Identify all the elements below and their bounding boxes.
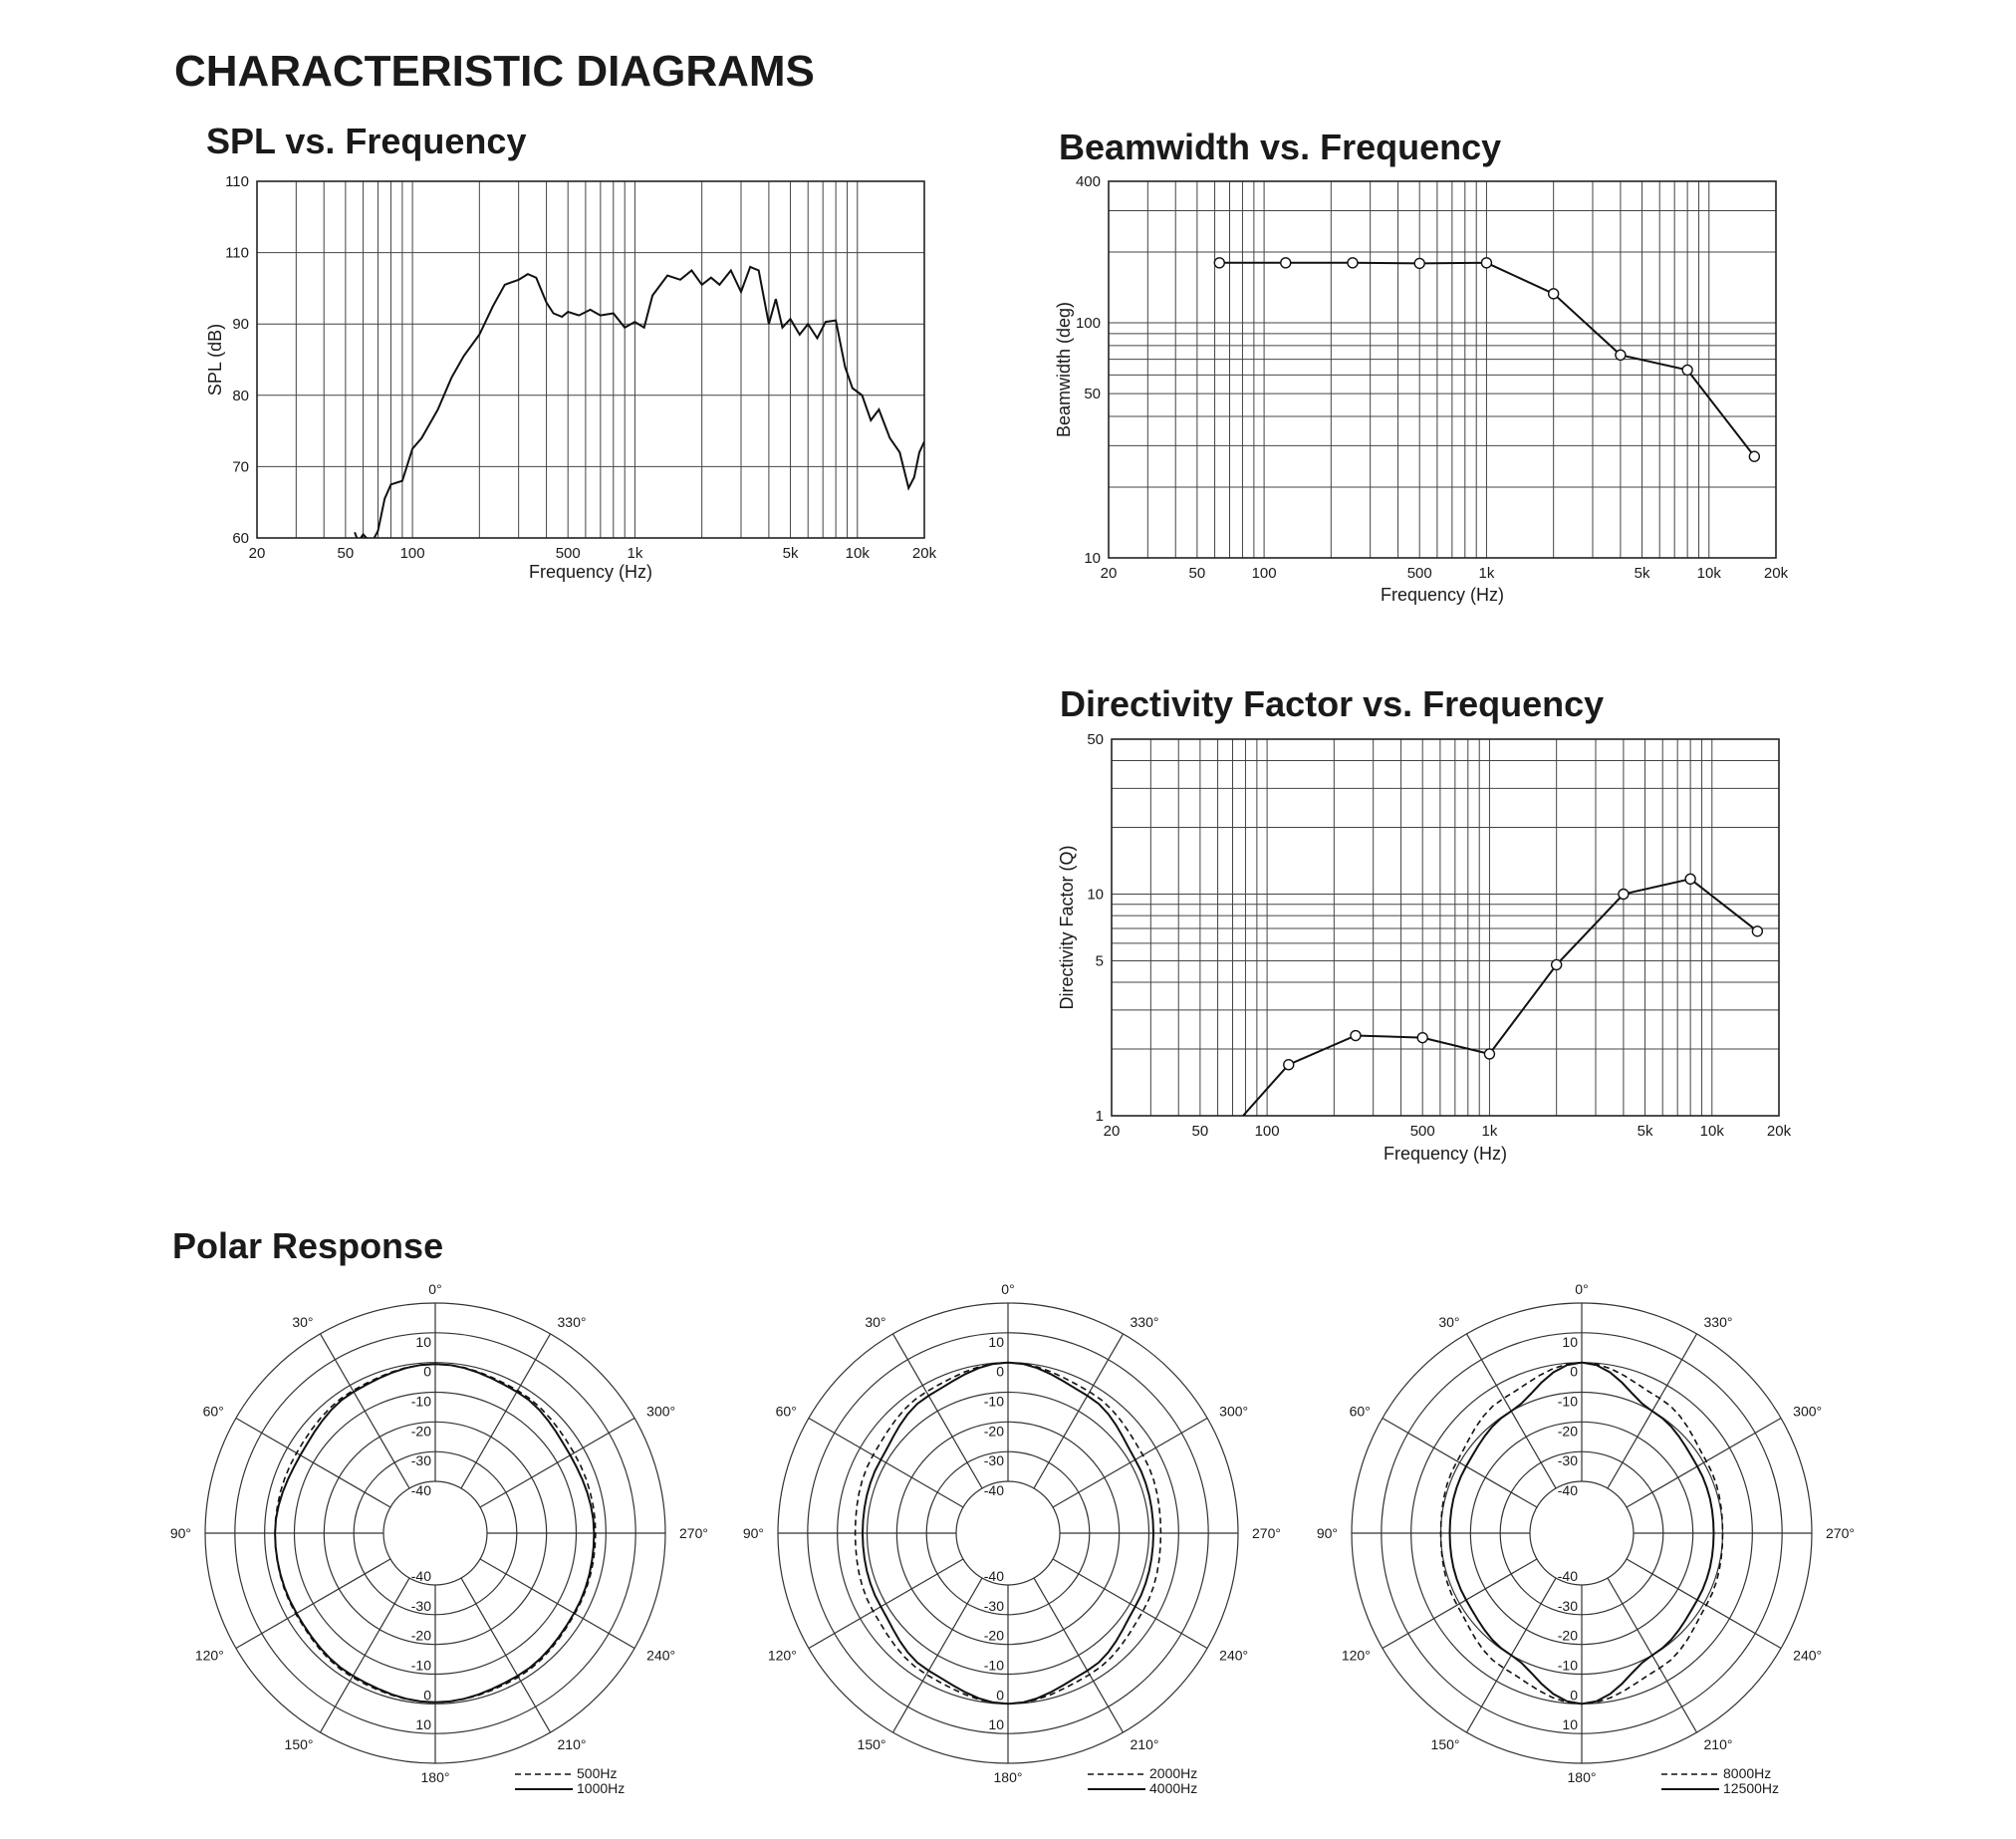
beamwidth-data-point [1281, 258, 1291, 268]
polar-1-spoke [461, 1578, 551, 1732]
beamwidth-data-point [1214, 258, 1224, 268]
spl-x-tick-label: 20k [911, 545, 937, 562]
beamwidth-y-tick-label: 50 [1084, 386, 1101, 403]
spl-series-line [355, 267, 924, 542]
polar-1-angle-label: 120° [194, 1647, 224, 1664]
beamwidth-y-tick-label: 10 [1084, 550, 1101, 567]
directivity-x-tick-label: 20 [1103, 1123, 1121, 1140]
polar-2-ring-label: -10 [983, 1657, 1004, 1674]
polar-2-ring-label: -10 [983, 1393, 1004, 1410]
polar-2-ring [956, 1481, 1060, 1585]
polar-1-angle-label: 150° [284, 1736, 314, 1753]
polar-1-ring-label: 10 [415, 1333, 431, 1350]
polar-1-spoke [236, 1559, 390, 1649]
polar-3-angle-label: 150° [1430, 1736, 1460, 1753]
polar-2-angle-label: 120° [767, 1647, 797, 1664]
directivity-x-tick-label: 1k [1481, 1123, 1498, 1140]
beamwidth-y-tick-label: 400 [1075, 173, 1101, 190]
beamwidth-data-point [1549, 289, 1559, 299]
beamwidth-data-point [1682, 365, 1692, 375]
polar-2-ring-label: -20 [983, 1627, 1004, 1644]
polar-2-angle-label: 270° [1252, 1525, 1281, 1541]
polar-1-ring [383, 1481, 487, 1585]
directivity-x-tick-label: 20k [1766, 1123, 1792, 1140]
polar-3-chart [1317, 1281, 1855, 1796]
polar-2-angle-label: 330° [1130, 1313, 1159, 1330]
directivity-series-line [1243, 879, 1757, 1116]
polar-3-angle-label: 180° [1567, 1769, 1597, 1785]
polar-2-ring-label: 10 [988, 1716, 1004, 1733]
polar-1-angle-label: 180° [420, 1769, 450, 1785]
polar-1-chart [170, 1281, 708, 1796]
polar-1-angle-label: 210° [557, 1736, 587, 1753]
polar-3-spoke [1383, 1559, 1537, 1649]
polar-1-ring-label: 10 [415, 1716, 431, 1733]
spl-y-axis-label: SPL (dB) [205, 323, 225, 396]
directivity-y-tick-label: 10 [1087, 886, 1104, 904]
directivity-y-tick-label: 1 [1095, 1108, 1104, 1125]
spl-plot-frame [257, 181, 924, 538]
polar-3-ring-label: 10 [1562, 1716, 1578, 1733]
polar-2-spoke [809, 1559, 963, 1649]
polar-section-title: Polar Response [172, 1225, 444, 1266]
beamwidth-data-point [1616, 350, 1626, 360]
spl-chart [205, 121, 937, 582]
polar-2-angle-label: 210° [1130, 1736, 1159, 1753]
polar-2-legend-label: 4000Hz [1149, 1780, 1198, 1796]
polar-1-spoke [461, 1334, 551, 1488]
polar-1-ring-label: -20 [410, 1423, 431, 1440]
directivity-y-tick-label: 5 [1095, 952, 1104, 970]
polar-2-ring-label: -30 [983, 1452, 1004, 1469]
beamwidth-x-tick-label: 20 [1100, 565, 1118, 582]
directivity-data-point [1484, 1049, 1494, 1059]
polar-1-spoke [480, 1419, 634, 1508]
directivity-y-axis-label: Directivity Factor (Q) [1057, 845, 1077, 1010]
beamwidth-y-tick-label: 100 [1075, 315, 1101, 333]
spl-y-tick-label: 90 [232, 316, 249, 334]
directivity-data-point [1284, 1060, 1294, 1070]
polar-2-angle-label: 60° [775, 1403, 797, 1420]
spl-title: SPL vs. Frequency [206, 121, 527, 161]
directivity-x-tick-label: 100 [1254, 1123, 1280, 1140]
directivity-x-axis-label: Frequency (Hz) [1383, 1144, 1508, 1164]
beamwidth-data-point [1749, 451, 1759, 461]
directivity-data-point [1685, 874, 1695, 884]
polar-3-ring-label: 0 [1570, 1687, 1578, 1704]
polar-1-spoke [321, 1334, 410, 1488]
polar-1-ring-label: -30 [410, 1452, 431, 1469]
polar-3-legend-label: 12500Hz [1723, 1780, 1780, 1796]
polar-3-legend-label: 8000Hz [1723, 1765, 1772, 1781]
polar-3-ring-label: -20 [1557, 1627, 1578, 1644]
polar-3-ring-label: -30 [1557, 1597, 1578, 1614]
beamwidth-data-point [1414, 258, 1424, 268]
beamwidth-chart [1054, 127, 1789, 605]
polar-3-ring-label: -20 [1557, 1423, 1578, 1440]
polar-3-angle-label: 270° [1826, 1525, 1855, 1541]
directivity-title: Directivity Factor vs. Frequency [1060, 683, 1605, 724]
spl-y-tick-label: 70 [232, 458, 249, 476]
beamwidth-plot-frame [1109, 181, 1776, 558]
polar-2-ring-label: 10 [988, 1333, 1004, 1350]
spl-x-tick-label: 5k [782, 545, 799, 562]
spl-y-tick-label: 80 [232, 387, 249, 404]
polar-3-angle-label: 210° [1703, 1736, 1733, 1753]
directivity-data-point [1752, 926, 1762, 936]
beamwidth-x-axis-label: Frequency (Hz) [1380, 585, 1505, 605]
polar-1-angle-label: 60° [202, 1403, 224, 1420]
polar-3-spoke [1627, 1559, 1781, 1649]
beamwidth-x-tick-label: 50 [1188, 565, 1206, 582]
beamwidth-grid [1109, 181, 1776, 558]
directivity-x-tick-label: 10k [1699, 1123, 1724, 1140]
polar-2-angle-label: 300° [1219, 1403, 1249, 1420]
polar-2-angle-label: 90° [742, 1525, 764, 1541]
polar-3-angle-label: 330° [1703, 1313, 1733, 1330]
directivity-grid [1112, 739, 1779, 1116]
polar-3-angle-label: 120° [1341, 1647, 1371, 1664]
polar-2-spoke [893, 1578, 983, 1732]
polar-3-spoke [1383, 1419, 1537, 1508]
directivity-y-tick-label: 50 [1087, 731, 1104, 748]
polar-1-spoke [480, 1559, 634, 1649]
polar-3-angle-label: 60° [1349, 1403, 1371, 1420]
polar-3-ring-label: -10 [1557, 1393, 1578, 1410]
polar-2-ring-label: -40 [983, 1482, 1004, 1498]
beamwidth-x-tick-label: 500 [1406, 565, 1432, 582]
polar-3-ring-label: -40 [1557, 1568, 1578, 1584]
polar-3-angle-label: 300° [1793, 1403, 1823, 1420]
polar-2-angle-label: 0° [1001, 1281, 1015, 1297]
polar-3-angle-label: 0° [1575, 1281, 1589, 1297]
beamwidth-x-tick-label: 1k [1478, 565, 1495, 582]
directivity-plot-frame [1112, 739, 1779, 1116]
polar-2-ring-label: -40 [983, 1568, 1004, 1584]
polar-1-ring-label: -20 [410, 1627, 431, 1644]
spl-x-tick-label: 100 [399, 545, 425, 562]
polar-1-angle-label: 330° [557, 1313, 587, 1330]
polar-2-ring-label: 0 [996, 1687, 1004, 1704]
polar-1-angle-label: 30° [292, 1313, 314, 1330]
polar-3-ring [1530, 1481, 1634, 1585]
spl-y-tick-label: 60 [232, 530, 249, 547]
charts-layer [170, 121, 1855, 1796]
page-title: CHARACTERISTIC DIAGRAMS [174, 47, 815, 96]
polar-2-legend-label: 2000Hz [1149, 1765, 1198, 1781]
polar-1-spoke [236, 1419, 390, 1508]
directivity-data-point [1417, 1033, 1427, 1043]
polar-3-ring-label: 10 [1562, 1333, 1578, 1350]
beamwidth-y-axis-label: Beamwidth (deg) [1054, 301, 1074, 438]
beamwidth-x-tick-label: 20k [1763, 565, 1789, 582]
polar-2-spoke [1053, 1419, 1207, 1508]
polar-1-angle-label: 0° [428, 1281, 442, 1297]
polar-1-ring-label: 0 [423, 1687, 431, 1704]
polar-1-angle-label: 300° [646, 1403, 676, 1420]
directivity-x-tick-label: 5k [1637, 1123, 1653, 1140]
polar-2-ring-label: -20 [983, 1423, 1004, 1440]
polar-1-angle-label: 270° [679, 1525, 708, 1541]
beamwidth-x-tick-label: 100 [1251, 565, 1277, 582]
beamwidth-title: Beamwidth vs. Frequency [1059, 127, 1502, 167]
beamwidth-data-point [1481, 258, 1491, 268]
directivity-data-point [1619, 890, 1629, 900]
spl-x-tick-label: 10k [845, 545, 870, 562]
polar-3-angle-label: 30° [1438, 1313, 1460, 1330]
spl-y-tick-label: 110 [225, 244, 249, 262]
polar-1-angle-label: 90° [169, 1525, 191, 1541]
directivity-data-point [1351, 1031, 1361, 1041]
polar-1-legend-label: 500Hz [577, 1765, 618, 1781]
polar-3-ring-label: 0 [1570, 1363, 1578, 1380]
polar-1-spoke [321, 1578, 410, 1732]
polar-1-angle-label: 240° [646, 1647, 676, 1664]
polar-2-ring-label: 0 [996, 1363, 1004, 1380]
polar-2-angle-label: 150° [857, 1736, 886, 1753]
polar-3-spoke [1627, 1419, 1781, 1508]
polar-2-angle-label: 30° [865, 1313, 886, 1330]
polar-2-spoke [1034, 1578, 1124, 1732]
directivity-data-point [1552, 959, 1562, 969]
polar-2-angle-label: 180° [993, 1769, 1023, 1785]
spl-grid [257, 181, 924, 538]
spl-x-tick-label: 1k [627, 545, 643, 562]
directivity-chart [1057, 683, 1792, 1164]
polar-3-ring-label: -10 [1557, 1657, 1578, 1674]
spl-y-tick-label: 110 [225, 173, 249, 190]
spl-x-tick-label: 20 [248, 545, 266, 562]
directivity-x-tick-label: 500 [1409, 1123, 1435, 1140]
polar-3-ring-label: -30 [1557, 1452, 1578, 1469]
polar-1-ring-label: -30 [410, 1597, 431, 1614]
polar-3-angle-label: 240° [1793, 1647, 1823, 1664]
polar-2-spoke [1053, 1559, 1207, 1649]
polar-1-ring-label: 0 [423, 1363, 431, 1380]
polar-1-ring-label: -40 [410, 1568, 431, 1584]
polar-2-chart [743, 1281, 1281, 1796]
polar-1-ring-label: -40 [410, 1482, 431, 1498]
polar-3-angle-label: 90° [1316, 1525, 1338, 1541]
polar-2-spoke [809, 1419, 963, 1508]
polar-3-ring-label: -40 [1557, 1482, 1578, 1498]
directivity-x-tick-label: 50 [1191, 1123, 1209, 1140]
spl-x-tick-label: 500 [555, 545, 581, 562]
polar-2-spoke [893, 1334, 983, 1488]
beamwidth-x-tick-label: 5k [1634, 565, 1650, 582]
polar-2-angle-label: 240° [1219, 1647, 1249, 1664]
polar-2-spoke [1034, 1334, 1124, 1488]
polar-1-ring-label: -10 [410, 1657, 431, 1674]
spl-x-tick-label: 50 [337, 545, 355, 562]
polar-1-legend-label: 1000Hz [577, 1780, 626, 1796]
beamwidth-x-tick-label: 10k [1696, 565, 1721, 582]
polar-1-ring-label: -10 [410, 1393, 431, 1410]
beamwidth-data-point [1348, 258, 1358, 268]
polar-2-ring-label: -30 [983, 1597, 1004, 1614]
spl-x-axis-label: Frequency (Hz) [528, 562, 653, 582]
